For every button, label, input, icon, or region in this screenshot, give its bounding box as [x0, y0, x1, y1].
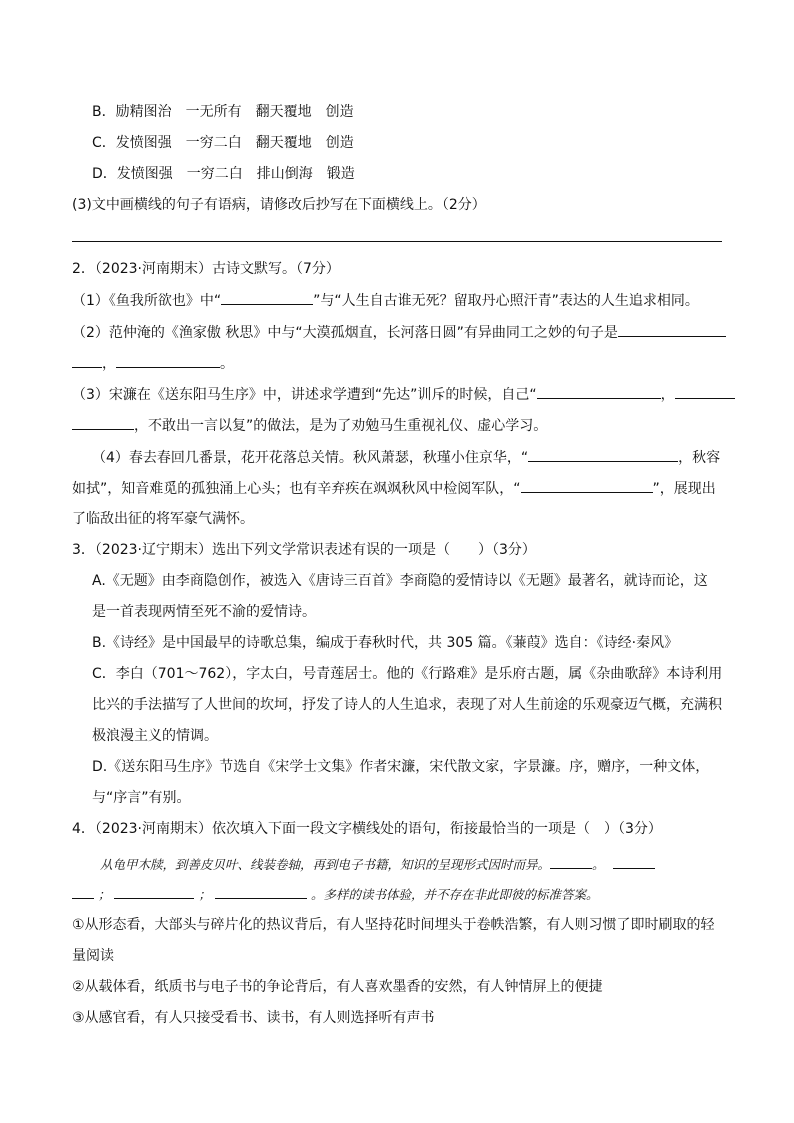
- q2-part2-text-c: 。: [220, 356, 234, 372]
- q4-sep-2: ；: [198, 887, 211, 902]
- q3-option-c-line1: C．李白（701～762），字太白，号青莲居士。他的《行路难》是乐府古题，属《杂曲歌辞》本诗利用: [92, 666, 723, 682]
- q4-blank-2[interactable]: [613, 854, 655, 869]
- q1-option-d: D．发愤图强 一穷二白 排山倒海 锻造: [92, 166, 355, 182]
- q2-blank-4a[interactable]: [528, 447, 678, 462]
- q2-part1-text-a: （1）《鱼我所欲也》中“: [72, 293, 222, 309]
- q2-blank-3b[interactable]: [675, 384, 735, 399]
- q3-option-a-line1: A.《无题》由李商隐创作，被选入《唐诗三百首》李商隐的爱情诗以《无题》最著名，就诗而论，这: [92, 573, 708, 589]
- q3-option-b: B.《诗经》是中国最早的诗歌总集，编成于春秋时代，共 305 篇。《蒹葭》选自：《诗经·秦风》: [92, 635, 679, 651]
- q4-blank-2-cont[interactable]: [72, 884, 94, 899]
- q4-blank-1[interactable]: [550, 854, 592, 869]
- q4-passage-line1: [100, 854, 655, 875]
- q2-part2-text-b: ，: [102, 356, 116, 372]
- q1-option-b: B．励精图治 一无所有 翻天覆地 创造: [92, 104, 354, 120]
- q2-part2-text-a: （2）范仲淹的《渔家傲 秋思》中与“大漠孤烟直，长河落日圆”有异曲同工之妙的句子是: [72, 325, 618, 341]
- q2-part3-text-a: （3）宋濂在《送东阳马生序》中，讲述求学遭到“先达”训斥的时候，自己“: [72, 387, 537, 403]
- q2-blank-2b[interactable]: [116, 353, 220, 368]
- q2-blank-2a-cont[interactable]: [72, 353, 102, 368]
- q2-part3-line1: [72, 384, 735, 405]
- q2-part4-text-d: ”，展现出: [652, 481, 716, 497]
- q2-blank-1[interactable]: [221, 290, 313, 305]
- q4-passage-line2: [72, 884, 598, 905]
- q2-part4-text-a: （4）春去春回几番景，花开花落总关情。秋风萧瑟，秋瑾小住京华，“: [92, 450, 529, 466]
- q2-part3-line2: [72, 415, 547, 436]
- q2-title: 2．（2023·河南期末）古诗文默写。（7分）: [72, 261, 340, 277]
- q4-passage-text-a: 从龟甲木牍，到善皮贝叶、线装卷轴，再到电子书籍，知识的呈现形式因时而异。: [100, 857, 551, 872]
- q4-sep-1: ；: [97, 887, 111, 902]
- q2-part4-text-b: ，秋容: [678, 450, 721, 466]
- q4-passage-text-c: 。多样的读书体验，并不存在非此即彼的标准答案。: [310, 887, 599, 902]
- q2-part1-text-b: ”与“人生自古谁无死？留取丹心照汗青”表达的人生追求相同。: [313, 293, 699, 309]
- q4-statement-2: ②从载体看，纸质书与电子书的争论背后，有人喜欢墨香的安然，有人钟情屏上的便捷: [72, 979, 603, 995]
- q3-title: 3．（2023·辽宁期末）选出下列文学常识表述有误的一项是（ ）（3分）: [72, 542, 536, 558]
- q4-statement-3: ③从感官看，有人只接受看书、读书，有人则选择听有声书: [72, 1010, 435, 1026]
- q4-passage-text-b: 。: [592, 857, 605, 872]
- q2-part4-line1: [92, 447, 720, 468]
- q2-part2-line2: [72, 353, 234, 374]
- q4-title: 4．（2023·河南期末）依次填入下面一段文字横线处的语句，衔接最恰当的一项是（ ）（3分）: [72, 821, 662, 837]
- q2-part1: [72, 290, 699, 311]
- q3-option-d-line2: 与“序言”有别。: [92, 790, 191, 806]
- q2-part2-line1: [72, 322, 726, 343]
- answer-line[interactable]: [72, 241, 722, 242]
- q2-part3-text-c: ，不敢出一言以复”的做法，是为了劝勉马生重视礼仪、虚心学习。: [134, 418, 548, 434]
- q2-blank-3a[interactable]: [537, 384, 661, 399]
- q1-subquestion-3: (3)文中画横线的句子有语病，请修改后抄写在下面横线上。（2分）: [72, 197, 486, 213]
- q3-option-c-line3: 极浪漫主义的情调。: [92, 728, 218, 744]
- q2-part4-line3: 了临敌出征的将军豪气满怀。: [72, 511, 254, 527]
- q2-blank-4b[interactable]: [521, 478, 653, 493]
- q4-statement-1-line2: 量阅读: [72, 948, 114, 964]
- q3-option-c-line2: 比兴的手法描写了人世间的坎坷，抒发了诗人的人生追求，表现了对人生前途的乐观豪迈气概，充满积: [92, 697, 722, 713]
- q2-blank-2a[interactable]: [618, 322, 726, 337]
- q1-option-c: C．发愤图强 一穷二白 翻天覆地 创造: [92, 135, 354, 151]
- q4-blank-4[interactable]: [215, 884, 307, 899]
- q2-part4-text-c: 如拭”，知音难觅的孤独涌上心头；也有辛弃疾在飒飒秋风中检阅军队，“: [72, 481, 521, 497]
- q2-part3-text-b: ，: [660, 387, 675, 403]
- q4-blank-3[interactable]: [114, 884, 194, 899]
- q4-statement-1-line1: ①从形态看，大部头与碎片化的热议背后，有人坚持花时间埋头于卷帙浩繁，有人则习惯了即时刷取的轻: [72, 917, 715, 933]
- q3-option-a-line2: 是一首表现两情至死不渝的爱情诗。: [92, 604, 316, 620]
- q2-part4-line2: [72, 478, 716, 499]
- q3-option-d-line1: D.《送东阳马生序》节选自《宋学士文集》作者宋濂，宋代散文家，字景濂。序，赠序，一种文体，: [92, 759, 710, 775]
- q2-blank-3b-cont[interactable]: [72, 415, 134, 430]
